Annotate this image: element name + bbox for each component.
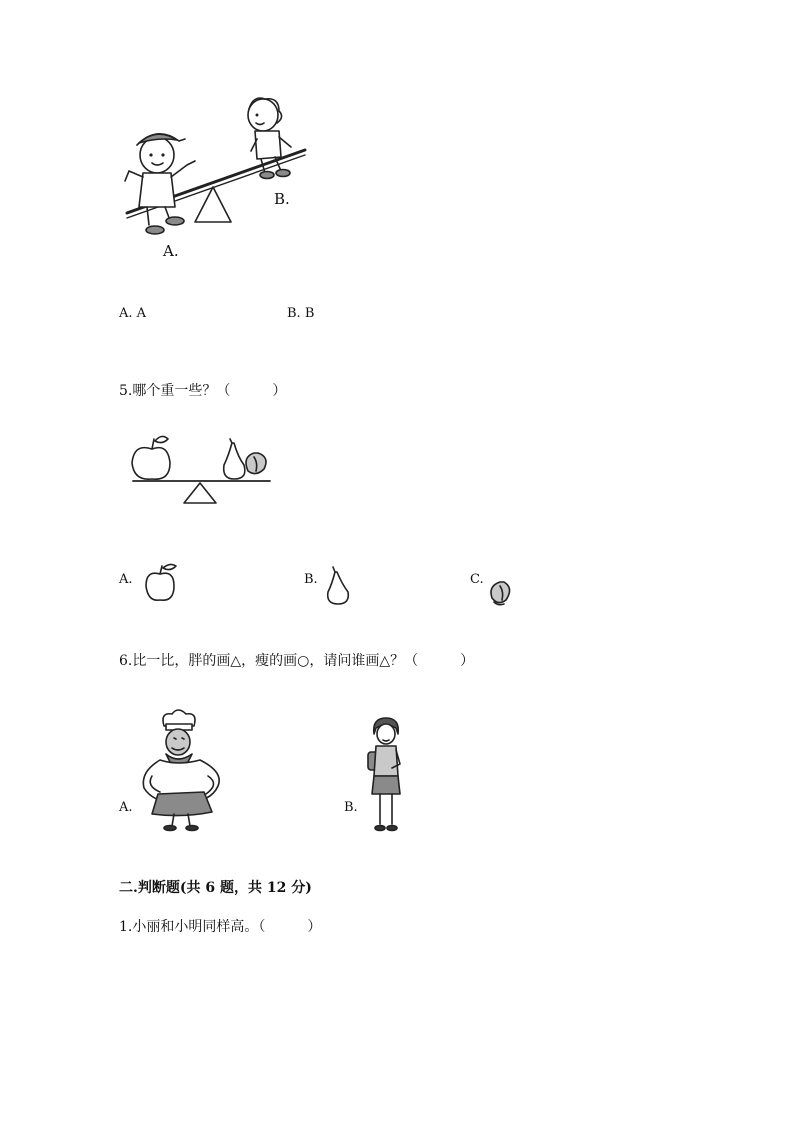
judgment-q1-text: 1.小丽和小明同样高。（ ） bbox=[119, 919, 322, 935]
apple-icon bbox=[144, 564, 180, 604]
q5-question-text: 5.哪个重一些？（ ） bbox=[119, 383, 287, 399]
thin-girl-icon bbox=[360, 716, 410, 836]
fat-chef-icon bbox=[138, 708, 233, 833]
pear-icon bbox=[325, 566, 353, 606]
q4-option-b[interactable]: B. B bbox=[287, 306, 315, 321]
q6-option-b[interactable]: B. bbox=[344, 800, 358, 815]
seesaw-illustration bbox=[115, 95, 325, 265]
q5-option-b[interactable]: B. bbox=[304, 572, 318, 587]
q5-option-a[interactable]: A. bbox=[119, 572, 133, 587]
q4-option-a[interactable]: A. A bbox=[119, 306, 147, 321]
q6-question-text: 6.比一比，胖的画△，瘦的画○，请问谁画△？（ ） bbox=[119, 653, 475, 669]
q6-option-a[interactable]: A. bbox=[119, 800, 133, 815]
peach-icon bbox=[488, 578, 516, 608]
section-heading: 二.判断题(共 6 题，共 12 分) bbox=[119, 880, 312, 896]
figure-label-b: B. bbox=[274, 190, 290, 208]
balance-scale-illustration bbox=[130, 435, 275, 510]
boy-a-figure bbox=[125, 134, 195, 234]
figure-label-a: A. bbox=[163, 242, 179, 260]
q5-option-c[interactable]: C. bbox=[470, 572, 484, 587]
